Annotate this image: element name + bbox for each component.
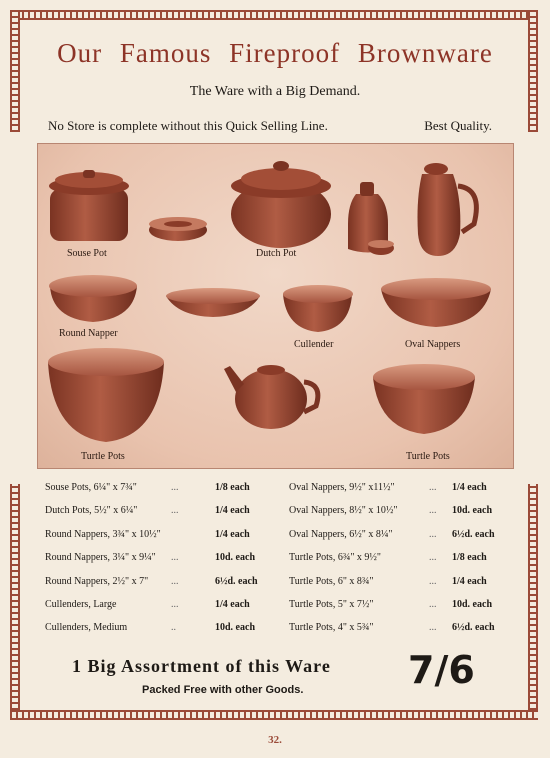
price-row-leader: ... [429, 505, 437, 517]
teapot-image [224, 365, 318, 429]
price-row [45, 505, 255, 528]
price-row-price: 1/8 each [215, 482, 250, 493]
price-row-name: Turtle Pots, 6¾" x 9½" [289, 552, 381, 564]
price-row [45, 599, 255, 622]
round-napper-image [49, 275, 137, 322]
bottom-right-border [528, 484, 538, 716]
price-row-name: Turtle Pots, 4" x 5¾" [289, 622, 374, 634]
price-row-price: 1/4 each [452, 482, 487, 493]
assortment-price: 7/6 [408, 648, 475, 692]
dutch-pot-image [231, 161, 331, 248]
price-row [289, 482, 499, 505]
price-row-price: 10d. each [215, 552, 255, 564]
price-row-leader: .. [171, 622, 176, 634]
price-row-leader: ... [171, 598, 179, 610]
price-row [289, 599, 499, 622]
price-row-price: 1/4 each [215, 505, 250, 517]
brownware-photo [37, 143, 514, 469]
caption-oval-nappers: Oval Nappers [405, 339, 461, 350]
price-row [45, 529, 255, 552]
caption-turtle-pots-right: Turtle Pots [406, 451, 450, 462]
price-row-name: Turtle Pots, 6" x 8¾" [289, 575, 374, 587]
cullender-image [283, 285, 353, 332]
price-row [289, 576, 499, 599]
price-row-price: 10d. each [452, 505, 492, 517]
price-row-leader: ... [171, 482, 179, 493]
price-row-leader: ... [429, 622, 437, 634]
oval-nappers-image [381, 278, 491, 327]
price-row [45, 552, 255, 575]
top-left-border [10, 10, 20, 132]
price-row [289, 622, 499, 645]
ring-dish-image [149, 217, 207, 241]
bottle-image [348, 182, 394, 255]
price-row-price: 10d. each [215, 622, 255, 634]
souse-pot-image [49, 170, 129, 241]
price-row-leader: ... [171, 552, 179, 564]
price-row-name: Oval Nappers, 6½" x 8¼" [289, 528, 393, 540]
price-row [289, 505, 499, 528]
oval-dish-image [166, 288, 260, 317]
price-row-price: 6½d. each [215, 575, 258, 587]
caption-dutch-pot: Dutch Pot [256, 248, 297, 259]
caption-souse-pot: Souse Pot [67, 248, 107, 259]
assortment-subline: Packed Free with other Goods. [142, 684, 304, 696]
top-right-border [528, 10, 538, 132]
page-number: 32. [268, 734, 282, 746]
price-row-name: Dutch Pots, 5½" x 6¼" [45, 505, 138, 517]
price-row-name: Turtle Pots, 5" x 7½" [289, 598, 374, 610]
quality-note: Best Quality. [424, 118, 492, 133]
price-row [45, 622, 255, 645]
price-list-left [45, 482, 258, 646]
price-row-leader: ... [429, 575, 437, 587]
price-row-name: Oval Nappers, 8½" x 10½" [289, 505, 398, 517]
turtle-pot-right-image [373, 364, 475, 434]
page-subtitle: The Ware with a Big Demand. [189, 84, 361, 99]
price-row [45, 482, 255, 505]
price-row-leader: ... [429, 482, 437, 493]
caption-cullender: Cullender [294, 339, 334, 350]
price-row [45, 575, 258, 599]
tagline: No Store is complete without this Quick Selling Line. [48, 118, 328, 133]
price-row-leader: ... [171, 505, 179, 517]
assortment-headline: 1 Big Assortment of this Ware [72, 656, 331, 676]
price-row-price: 10d. each [452, 598, 492, 610]
price-row-leader: ... [171, 575, 179, 587]
bottom-left-border [10, 484, 20, 716]
caption-round-napper: Round Napper [59, 328, 118, 339]
price-row-name: Round Nappers, 2½" x 7" [45, 575, 149, 587]
price-list-right [289, 482, 499, 646]
price-row [289, 529, 499, 552]
price-row-price: 6½d. each [452, 528, 495, 540]
turtle-pot-left-image [48, 348, 164, 442]
caption-turtle-pots-left: Turtle Pots [81, 451, 125, 462]
page-title: Our Famous Fireproof Brownware [57, 38, 493, 68]
price-row-price: 1/4 each [215, 528, 250, 540]
price-row-name: Oval Nappers, 9½" x11½" [289, 482, 395, 493]
price-row-leader: ... [429, 552, 437, 564]
price-row-name: Cullenders, Large [45, 598, 117, 610]
price-row-name: Round Nappers, 3¼" x 9¼" [45, 552, 156, 564]
price-row-price: 1/4 each [452, 575, 487, 587]
price-row [289, 552, 499, 575]
price-row-name: Cullenders, Medium [45, 622, 128, 634]
price-row-leader: ... [429, 528, 437, 540]
top-border [10, 10, 538, 20]
price-row-price: 6½d. each [452, 622, 495, 634]
price-row-name: Round Nappers, 3¾" x 10½" [45, 528, 161, 540]
price-row-name: Souse Pots, 6¼" x 7¾" [45, 482, 137, 493]
price-row-leader: ... [429, 598, 437, 610]
price-row-price: 1/4 each [215, 598, 250, 610]
jug-image [418, 163, 477, 256]
bottom-border [10, 710, 538, 720]
price-row-price: 1/8 each [452, 552, 487, 564]
